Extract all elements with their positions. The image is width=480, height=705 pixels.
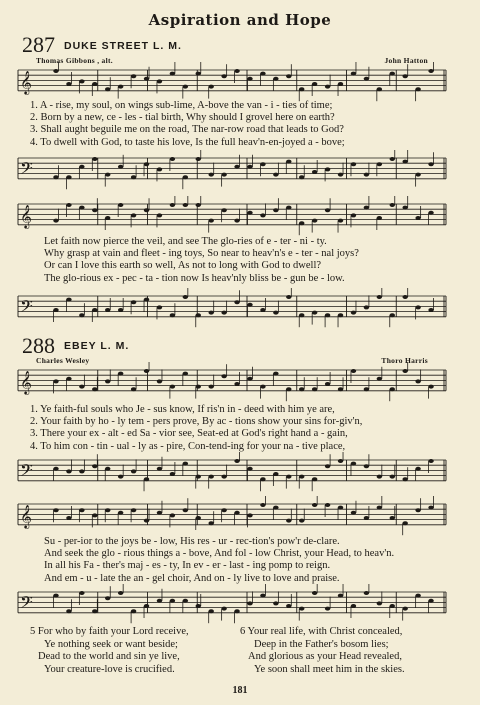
tune-name: DUKE STREET L. M. [64, 40, 182, 52]
lyric-line: In all his Fa - ther's maj - es - ty, In ev - er - last - ing pomp to reign. [44, 560, 331, 572]
lyric-line: 4. To him con - tin - ual - ly as - pire, Con-tend-ing for your na - tive place, [30, 440, 346, 452]
lyric-line: 4. To dwell with God, to taste his love, Is the full heav'n-en-joyed a - bove; [30, 136, 345, 148]
lyrics-block [30, 404, 362, 453]
lyric-line: 2. Your faith by ho - ly tem - pers prove, By ac - tions show your sins for-giv'n, [30, 416, 363, 428]
svg-text:𝄢: 𝄢 [20, 459, 33, 484]
lyrics-block [30, 100, 345, 149]
music-staff-bass [0, 452, 480, 492]
svg-text:𝄢: 𝄢 [20, 295, 33, 320]
svg-text:𝄢: 𝄢 [20, 591, 33, 616]
svg-text:𝄢: 𝄢 [20, 157, 33, 182]
lyric-line: 1. Ye faith-ful souls who Je - sus know, If ris'n in - deed with him ye are, [30, 404, 335, 415]
stanza-line: 5 For who by faith your Lord receive, [30, 626, 189, 637]
stanza-line: And glorious as your Head revealed, [248, 651, 402, 662]
words-credit: John Hatton [384, 56, 428, 65]
lyrics-block [44, 236, 359, 285]
music-staff-bass [0, 288, 480, 328]
lyric-line: 3. Shall aught beguile me on the road, The nar-row road that leads to God? [30, 124, 344, 136]
hymn-number: 288 [22, 333, 55, 358]
lyric-line: Or can I love this earth so well, As not to long with God to dwell? [44, 260, 322, 272]
section-title: Aspiration and Hope [148, 11, 332, 29]
stanza-line: Dead to the world and sin ye live, [38, 651, 180, 662]
stanza-line: 6 Your real life, with Christ concealed, [240, 626, 403, 637]
svg-text:𝄞: 𝄞 [20, 203, 32, 228]
stanza-line: Your creature-love is crucified. [44, 663, 175, 675]
lyric-line: Su - per-ior to the joys be - low, His res - ur - rec-tion's pow'r de-clare. [44, 536, 340, 547]
stanza-line: Deep in the Father's bosom lies; [254, 638, 389, 650]
tune-name: EBEY L. M. [64, 340, 130, 352]
hymn-number: 287 [22, 32, 55, 57]
svg-text:𝄞: 𝄞 [20, 69, 32, 94]
lyric-line: The glo-rious ex - pec - ta - tion now Is heav'nly bliss be - gun be - low. [44, 272, 345, 284]
stanza-line: Ye nothing seek or want beside; [44, 638, 178, 650]
stanza-line: Ye soon shall meet him in the skies. [254, 663, 405, 675]
music-staff-bass [0, 584, 480, 624]
lyric-line: 2. Born by a new, ce - les - tial birth, Why should I grovel here on earth? [30, 112, 335, 124]
lyric-line: And seek the glo - rious things a - bove, And fol - low Christ, your Head, to heav'n. [44, 548, 395, 560]
stanza-6 [240, 626, 405, 676]
lyric-line: 3. There your ex - alt - ed Sa - vior see, Seat-ed at God's right hand a - gain, [30, 428, 348, 440]
lyric-line: And em - u - late the an - gel choir, And on - ly live to love and praise. [44, 572, 340, 584]
svg-text:𝄞: 𝄞 [20, 503, 32, 528]
music-credit: Charles Wesley [36, 356, 90, 365]
music-staff-treble [0, 362, 480, 408]
stanza-5 [30, 626, 189, 676]
words-credit: Thoro Harris [381, 356, 428, 365]
lyrics-block [44, 536, 394, 585]
lyric-line: Why grasp at vain and fleet - ing toys, So near to heav'n's e - ter - nal joys? [44, 248, 359, 260]
page-number: 181 [232, 685, 248, 696]
svg-text:𝄞: 𝄞 [20, 369, 32, 394]
music-staff-bass [0, 150, 480, 190]
music-credit: Thomas Gibbons , alt. [36, 56, 113, 65]
lyric-line: 1. A - rise, my soul, on wings sub-lime, A-bove the van - i - ties of time; [30, 100, 333, 111]
lyric-line: Let faith now pierce the veil, and see The glo-ries of e - ter - ni - ty. [44, 236, 327, 247]
